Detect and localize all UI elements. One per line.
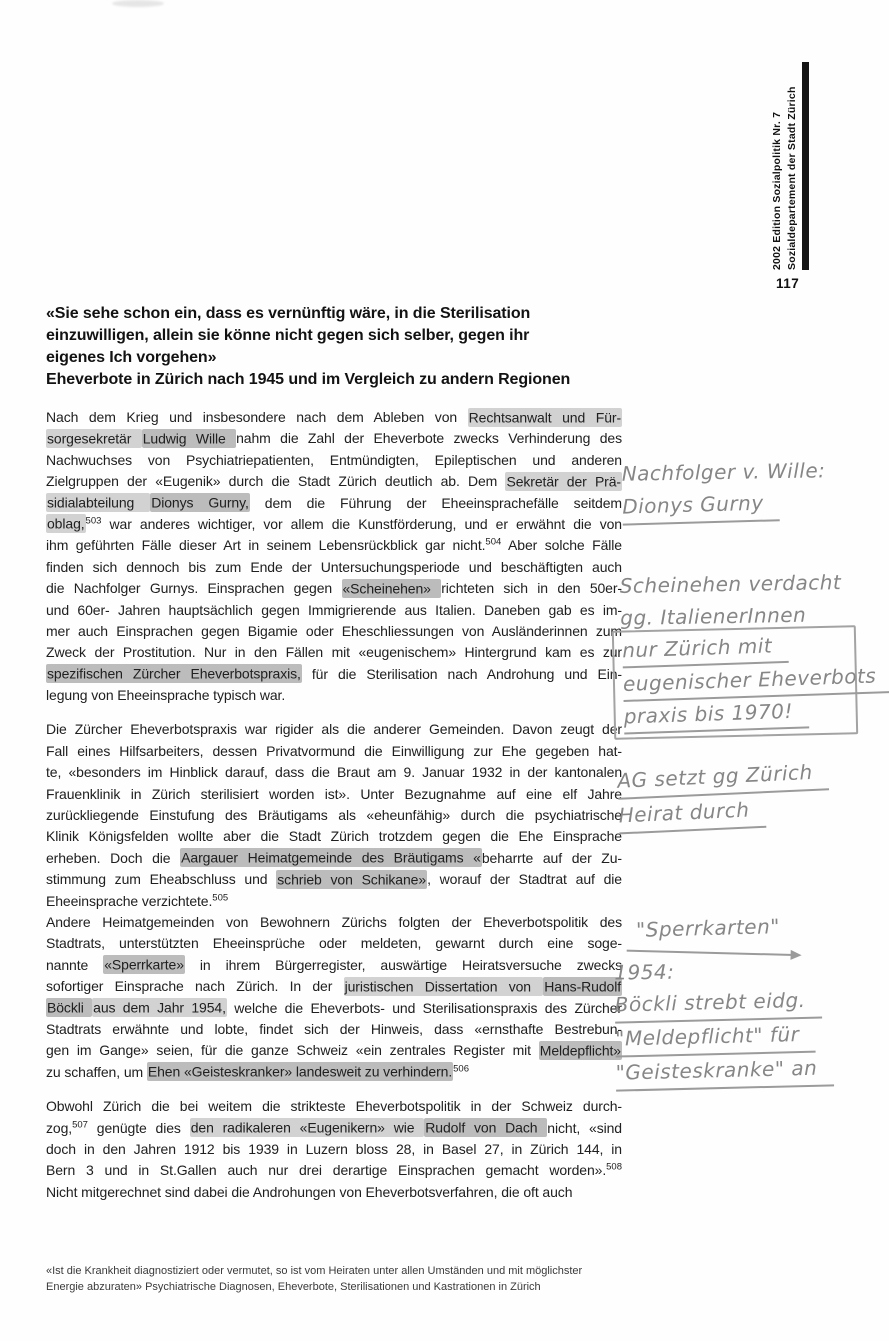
- text-line: [46, 1182, 622, 1203]
- handwritten-text: eugenischer Eheverbots: [622, 660, 889, 702]
- department-line: Sozialdepartement der Stadt Zürich: [786, 86, 798, 270]
- text-segment: genügte dies: [87, 1119, 190, 1136]
- handwritten-text: Dionys Gurny: [622, 486, 780, 525]
- highlighted-text: Ludwig Wille: [142, 430, 236, 447]
- paragraph: [46, 912, 622, 1083]
- handwritten-line: [621, 454, 825, 490]
- handwritten-line: [619, 566, 841, 602]
- text-segment: sofortiger Einsprache nach Zürich. In der: [46, 978, 344, 995]
- highlighted-text: Aargauer Heimatgemeinde des Bräutigams «: [181, 849, 481, 866]
- sidebar-rule: [802, 62, 809, 270]
- text-segment: zog,: [46, 1119, 73, 1136]
- handwritten-text: Nachfolger v. Wille:: [621, 458, 826, 486]
- text-line: [46, 848, 622, 869]
- footnote-ref: 505: [212, 891, 229, 903]
- text-line: [46, 998, 622, 1019]
- text-line: [46, 1160, 622, 1181]
- text-line: [46, 450, 622, 471]
- text-segment: stimmung zum Eheabschluss und: [46, 871, 277, 888]
- text-segment: gen im Gange» seien, für die ganze Schweiz «ein zentrales Register mit: [46, 1042, 539, 1059]
- handwritten-line: [614, 954, 832, 988]
- handwritten-line: [636, 910, 781, 946]
- text-line: [46, 1019, 622, 1040]
- text-line: [46, 719, 622, 740]
- footnote-ref: 507: [72, 1118, 88, 1130]
- text-line: [46, 557, 622, 578]
- text-line: [46, 621, 622, 642]
- handwritten-text: AG setzt gg Zürich: [617, 755, 830, 800]
- page-number: 117: [776, 276, 800, 291]
- text-line: [46, 912, 622, 933]
- handwritten-line: [615, 1053, 833, 1090]
- text-segment: Obwohl Zürich die bei weitem die strikteste Eheverbotspolitik in der Schweiz durch-: [46, 1098, 622, 1115]
- highlighted-text: sorgesekretär: [47, 430, 141, 447]
- text-line: [46, 826, 622, 847]
- text-segment: Stadtrats erwähnte und lobte, findet sich der Hinweis, dass «ernsthafte Bestrebun-: [46, 1020, 622, 1037]
- text-line: [46, 891, 622, 912]
- scan-artifact: [112, 0, 164, 7]
- note-scheinehen: [619, 566, 842, 634]
- highlighted-text: Böckli: [47, 999, 92, 1016]
- highlighted-text: Ehen «Geisteskranker» landesweit zu verhindern.: [147, 1063, 453, 1080]
- handwritten-line: [623, 696, 846, 734]
- text-segment: und 60er- Jahren hauptsächlich gegen Immigrierende aus Italien. Daneben gab es im-: [46, 601, 622, 618]
- text-segment: für die Sterilisation nach Androhung und Ein-: [301, 665, 622, 682]
- text-line: [46, 1118, 622, 1139]
- footnote-ref: 506: [453, 1063, 469, 1075]
- text-line: [46, 578, 622, 599]
- highlighted-text: Meldepflicht»: [539, 1042, 621, 1059]
- text-segment: erheben. Doch die: [46, 849, 181, 866]
- footer-line: «Ist die Krankheit diagnostiziert oder vermutet, so ist vom Heiraten unter allen Umständen und mit möglichster: [46, 1265, 583, 1277]
- note-sperrkarten: [636, 910, 781, 946]
- text-line: [46, 805, 622, 826]
- chapter-subtitle: Eheverbote in Zürich nach 1945 und im Vergleich zu andern Regionen: [46, 371, 571, 388]
- text-line: [46, 1139, 622, 1160]
- paragraph: [46, 407, 622, 706]
- footnote-ref: 504: [485, 536, 502, 548]
- edition-line: 2002 Edition Sozialpolitik Nr. 7: [771, 111, 783, 270]
- text-line: [46, 535, 622, 556]
- text-line: [46, 955, 622, 976]
- text-segment: die Nachfolger Gurnys. Einsprachen gegen: [46, 580, 342, 597]
- handwritten-text: praxis bis 1970!: [623, 695, 809, 734]
- note-boeckli: [614, 954, 833, 1090]
- handwritten-line: [615, 985, 833, 1022]
- handwritten-text: 1954:: [614, 959, 675, 985]
- handwritten-line: [622, 663, 877, 701]
- highlighted-text: Sekretär der Prä-: [506, 473, 621, 490]
- text-line: [46, 685, 622, 706]
- highlighted-text: Rechtsanwalt und Für-: [468, 409, 622, 425]
- footer-caption: [46, 1264, 646, 1295]
- text-segment: , worauf der Stadtrat auf die: [427, 871, 622, 888]
- footer-line: Energie abzuraten» Psychiatrische Diagnosen, Eheverbote, Sterilisationen und Kastrationen in Zürich: [46, 1280, 541, 1293]
- highlighted-text: «Scheinehen»: [342, 580, 441, 597]
- highlighted-text: Hans-Rudolf: [544, 978, 621, 995]
- handwritten-text: "Geisteskranke" an: [615, 1052, 833, 1091]
- text-line: [46, 600, 622, 621]
- text-segment: Zweck der Prostitution. Nur in den Fällen mit «eugenischem» Hintergrund kam es zur: [46, 644, 622, 661]
- text-segment: richteten sich in den 50er-: [441, 580, 622, 597]
- handwritten-line: [615, 1019, 833, 1056]
- highlighted-text: aus dem Jahr 1954,: [93, 999, 226, 1016]
- text-line: [46, 1040, 622, 1061]
- text-line: [46, 976, 622, 997]
- text-segment: ihm geführten Fälle dieser Art in seinem Lebensrückblick gar nicht.: [46, 537, 486, 554]
- handwritten-text: nur Zürich mit: [622, 630, 789, 668]
- highlighted-text: sidialabteilung: [47, 494, 150, 511]
- handwritten-text: gg. ItalienerInnen: [620, 602, 807, 630]
- text-segment: Zielgruppen der «Eugenik» durch die Stadt Zürich deutlich ab. Dem: [46, 473, 506, 490]
- text-segment: finden sich dennoch bis zum Ende der Untersuchungsperiode und beschäftigten auch: [46, 558, 622, 575]
- text-segment: Fall eines Hilfsarbeiters, dessen Privatvormund die Einwilligung zur Ehe gegeben hat-: [46, 742, 622, 759]
- highlighted-text: Rudolf von Dach: [425, 1119, 547, 1136]
- text-segment: legung von Eheeinsprache typisch war.: [46, 687, 286, 704]
- edition-sidebar: [770, 64, 800, 270]
- body-text: [46, 407, 622, 1203]
- text-line: [46, 1062, 622, 1083]
- handwritten-text: Heirat durch: [618, 793, 766, 835]
- note-eugenik-box: [612, 625, 877, 740]
- footnote-ref: 503: [85, 515, 102, 527]
- text-segment: te, «besonders im Hinblick darauf, dass die Braut am 9. Januar 1932 in der kantonalen: [46, 764, 622, 781]
- text-line: [46, 428, 622, 449]
- highlighted-text: spezifischen Zürcher Eheverbotspraxis,: [47, 665, 301, 682]
- text-line: [46, 642, 622, 663]
- handwritten-text: "Meldepflicht" für: [615, 1019, 816, 1058]
- handwritten-text: Scheinehen verdacht: [619, 570, 842, 598]
- text-line: [46, 1096, 622, 1117]
- text-line: [46, 933, 622, 954]
- handwritten-text: "Sperrkarten": [635, 914, 781, 942]
- handwritten-line: [617, 756, 829, 798]
- title-quote-line: eigenes Ich vorgehen»: [46, 349, 217, 366]
- text-segment: in ihrem Bürgerregister, auswärtige Heiratsversuche zwecks: [184, 956, 622, 973]
- chapter-title: [46, 303, 626, 391]
- text-segment: Bern 3 und in St.Gallen auch nur drei derartige Einsprachen gemacht worden».: [46, 1162, 607, 1179]
- text-segment: Stadtrats, unterstützten Eheeinsprüche oder meldeten, gewarnt durch eine soge-: [46, 935, 622, 952]
- text-line: [46, 407, 622, 428]
- title-quote-line: einzuwilligen, allein sie könne nicht gegen sich selber, gegen ihr: [46, 327, 530, 344]
- text-segment: Klinik Königsfelden wollte aber die Stadt Zürich trotzdem gegen die Ehe Einsprache: [46, 828, 622, 845]
- text-segment: Die Zürcher Eheverbotspraxis war rigider als die anderer Gemeinden. Davon zeugt der: [46, 721, 622, 738]
- note-nachfolger: [621, 454, 826, 525]
- text-segment: nahm die Zahl der Eheverbote zwecks Verhinderung des: [236, 430, 622, 447]
- text-line: [46, 762, 622, 783]
- text-line: [46, 664, 622, 685]
- text-segment: doch in den Jahren 1912 bis 1939 in Luzern bloss 28, in Basel 27, in Zürich 144, in: [46, 1140, 622, 1157]
- handwritten-text: Böckli strebt eidg.: [614, 985, 822, 1024]
- text-line: [46, 784, 622, 805]
- text-segment: mer auch Einsprachen gegen Bigamie oder Eheschliessungen von Ausländerinnen zum: [46, 622, 622, 639]
- text-segment: zu schaffen, um: [46, 1063, 147, 1080]
- text-segment: beharrte auf der Zu-: [481, 849, 622, 866]
- text-line: [46, 869, 622, 890]
- highlighted-text: Dionys Gurny,: [151, 494, 249, 511]
- handwritten-line: [618, 791, 830, 833]
- text-segment: nannte: [46, 956, 104, 973]
- text-segment: Nach dem Krieg und insbesondere nach dem Ableben von: [46, 409, 468, 425]
- text-line: [46, 471, 622, 492]
- text-segment: Nachwuchses von Psychiatriepatienten, Entmündigten, Epileptischen und anderen: [46, 451, 622, 468]
- text-line: [46, 741, 622, 762]
- text-segment: welche die Eheverbots- und Sterilisationspraxis des Zürcher: [226, 999, 622, 1016]
- text-segment: Frauenklinik in Zürich sterilisiert worden ist». Unter Bezugnahme auf eine elf Jahre: [46, 785, 622, 802]
- text-line: [46, 493, 622, 514]
- note-ag-heirat: [617, 756, 831, 833]
- text-segment: nicht, «sind: [547, 1119, 622, 1136]
- handwritten-line: [622, 486, 826, 525]
- highlighted-text: juristischen Dissertation von: [344, 978, 543, 995]
- text-segment: Nicht mitgerechnet sind dabei die Androhungen von Eheverbotsverfahren, die oft auch: [46, 1183, 573, 1200]
- highlighted-text: den radikaleren «Eugenikern» wie: [190, 1119, 424, 1136]
- text-segment: war anderes wichtiger, vor allem die Kunstförderung, und er erwähnt die von: [101, 515, 622, 532]
- highlighted-text: oblag,: [47, 515, 85, 532]
- text-segment: Aber solche Fälle: [501, 537, 622, 554]
- text-segment: dem die Führung der Eheeinsprachefälle seitdem: [249, 494, 622, 511]
- footnote-ref: 508: [606, 1161, 622, 1173]
- highlighted-text: schrieb von Schikane»: [277, 871, 427, 888]
- title-quote-line: «Sie sehe schon ein, dass es vernünftig wäre, in die Sterilisation: [46, 305, 531, 322]
- text-line: [46, 514, 622, 535]
- highlighted-text: «Sperrkarte»: [104, 956, 184, 973]
- paragraph: [46, 1096, 622, 1203]
- text-segment: Eheeinsprache verzichtete.: [46, 892, 213, 909]
- text-segment: zurückliegende Einstufung des Bräutigams als «eheunfähig» durch die psychiatrische: [46, 807, 622, 824]
- text-segment: Andere Heimatgemeinden von Bewohnern Zürichs folgten der Eheverbotspolitik des: [46, 913, 622, 930]
- paragraph: [46, 719, 622, 912]
